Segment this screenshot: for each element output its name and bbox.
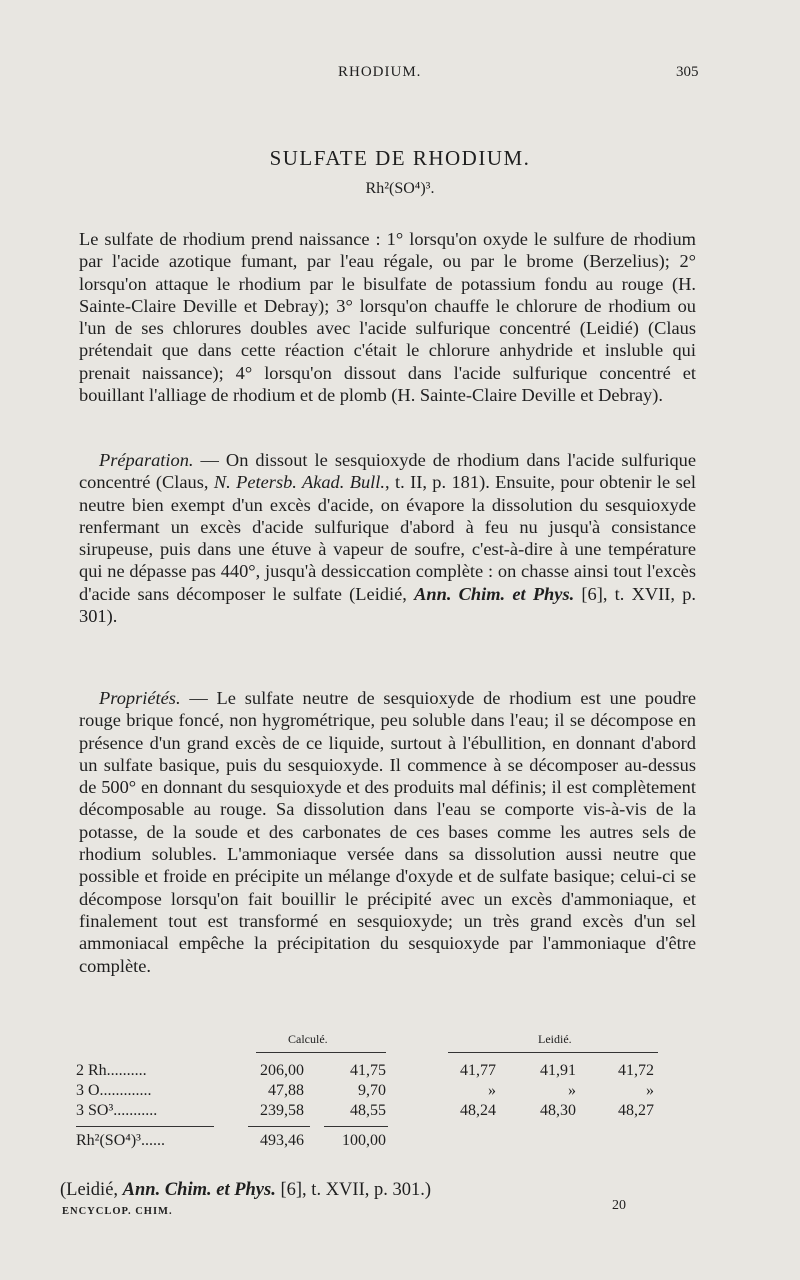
row-calculated: 206,00 [260,1062,304,1079]
preparation-citation-1: N. Petersb. Akad. Bull. [213,472,385,493]
table-row [76,1082,716,1102]
row-label: 3 O............. [76,1082,152,1099]
row-leidie-2: 48,30 [540,1102,576,1119]
table-row [76,1102,716,1122]
total-calculated: 493,46 [260,1132,304,1149]
header-calculated: Calculé. [288,1032,328,1046]
footer-signature: ENCYCLOP. CHIM. [62,1206,173,1217]
preparation-text-a: — On dissout le sesquioxyde de rhodium dans l'acide sulfurique concentré (Claus, [79,450,696,493]
row-percent: 9,70 [358,1082,386,1099]
properties-text: — Le sulfate neutre de sesquioxyde de rhodium est une poudre rouge brique foncé, non hygrométrique, peu soluble dans l'eau; il se décompose en présence d'un grand excès de ce liquide, surtout à l'ébullition, en donnant d'abord un sulfate basique, puis du sesquioxyde. Il commence à se décomposer au-dessus de 500° en donnant du sesquioxyde et des produits mal définis; il est complètement décomposable au rouge. Sa dissolution dans l'eau se comporte vis-à-vis de la potasse, de la soude et des carbonates de ces bases comme les autres sels de rhodium solubles. L'ammoniaque versée dans sa dissolution aussi neutre que possible et froide en précipite un mélange d'oxyde et de sulfate basique; celui-ci se décompose lorsqu'on fait bouillir le précipité avec un excès d'ammoniaque, et finalement tout est transformé en sesquioxyde; un très grand excès d'un sel ammoniacal empêche la précipitation du sesquioxyde par l'ammoniaque d'être complète. [79,688,696,976]
table-row [76,1062,716,1082]
preparation-citation-2: Ann. Chim. et Phys. [414,583,575,604]
preparation-text-c: [6], t. XVII, p. 301). [79,583,697,627]
reference-citation: Ann. Chim. et Phys. [122,1180,276,1200]
table-total-row [76,1132,716,1152]
header-leidie: Leidié. [538,1032,572,1046]
total-label: Rh²(SO⁴)³...... [76,1132,165,1149]
reference-line [60,1180,431,1201]
section-title: SULFATE DE RHODIUM. [269,146,531,170]
row-leidie-1: » [488,1082,496,1099]
properties-heading: Propriétés. [99,688,181,708]
total-rule-label [76,1126,214,1127]
running-head-title: RHODIUM. [338,64,422,80]
row-leidie-1: 41,77 [460,1062,496,1079]
properties-paragraph [79,687,696,977]
leidie-brace [448,1052,658,1053]
analysis-table [76,1032,716,1162]
intro-paragraph: Le sulfate de rhodium prend naissance : 1° lorsqu'on oxyde le sulfure de rhodium par l'acide azotique fumant, par l'eau régale, ou par le brome (Berzelius); 2° lorsqu'on attaque le rhodium par le bisulfate de potassium fondu au rouge (H. Sainte-Claire Deville et Debray); 3° lorsqu'on chauffe le chlorure de rhodium ou l'un de ses chlorures doubles avec l'acide sulfurique concentré (Leidié) (Claus prétendait que dans cette réaction c'était le chlorure anhydride et insluble qui prenait naissance); 4° lorsqu'on dissout dans l'acide sulfurique concentré et bouillant l'alliage de rhodium et de plomb (H. Sainte-Claire Deville et Debray). [79,229,696,406]
row-leidie-3: » [646,1082,654,1099]
total-rule-calc [248,1126,310,1127]
row-label: 2 Rh.......... [76,1062,147,1079]
row-leidie-3: 41,72 [618,1062,654,1079]
running-head [0,64,800,88]
footer-sheet-number: 20 [612,1198,626,1213]
row-leidie-2: 41,91 [540,1062,576,1079]
chemical-formula: Rh²(SO⁴)³. [365,180,435,197]
row-leidie-2: » [568,1082,576,1099]
row-label: 3 SO³........... [76,1102,158,1119]
total-percent: 100,00 [342,1132,386,1149]
page-number: 305 [676,64,699,80]
reference-b: [6], t. XVII, p. 301.) [275,1180,432,1200]
preparation-heading: Préparation. [99,450,194,470]
preparation-text-b: , t. II, p. 181). Ensuite, pour obtenir le sel neutre bien exempt d'un excès d'acide, on évapore la dissolution du sesquioxyde renfermant un excès d'acide sulfurique d'abord à feu nu jusqu'à consistance sirupeuse, puis dans une étuve à vapeur de soufre, c'est-à-dire à une température qui ne dépasse pas 440°, jusqu'à dessiccation complète : on chasse ainsi tout l'excès d'acide sans décomposer le sulfate (Leidié, [79,472,697,604]
preparation-paragraph [79,449,696,627]
row-percent: 48,55 [350,1102,386,1119]
reference-a: (Leidié, [60,1180,123,1200]
row-percent: 41,75 [350,1062,386,1079]
row-leidie-1: 48,24 [460,1102,496,1119]
row-calculated: 47,88 [268,1082,304,1099]
calculated-brace [256,1052,386,1053]
row-calculated: 239,58 [260,1102,304,1119]
row-leidie-3: 48,27 [618,1102,654,1119]
total-rule-pct [324,1126,388,1127]
